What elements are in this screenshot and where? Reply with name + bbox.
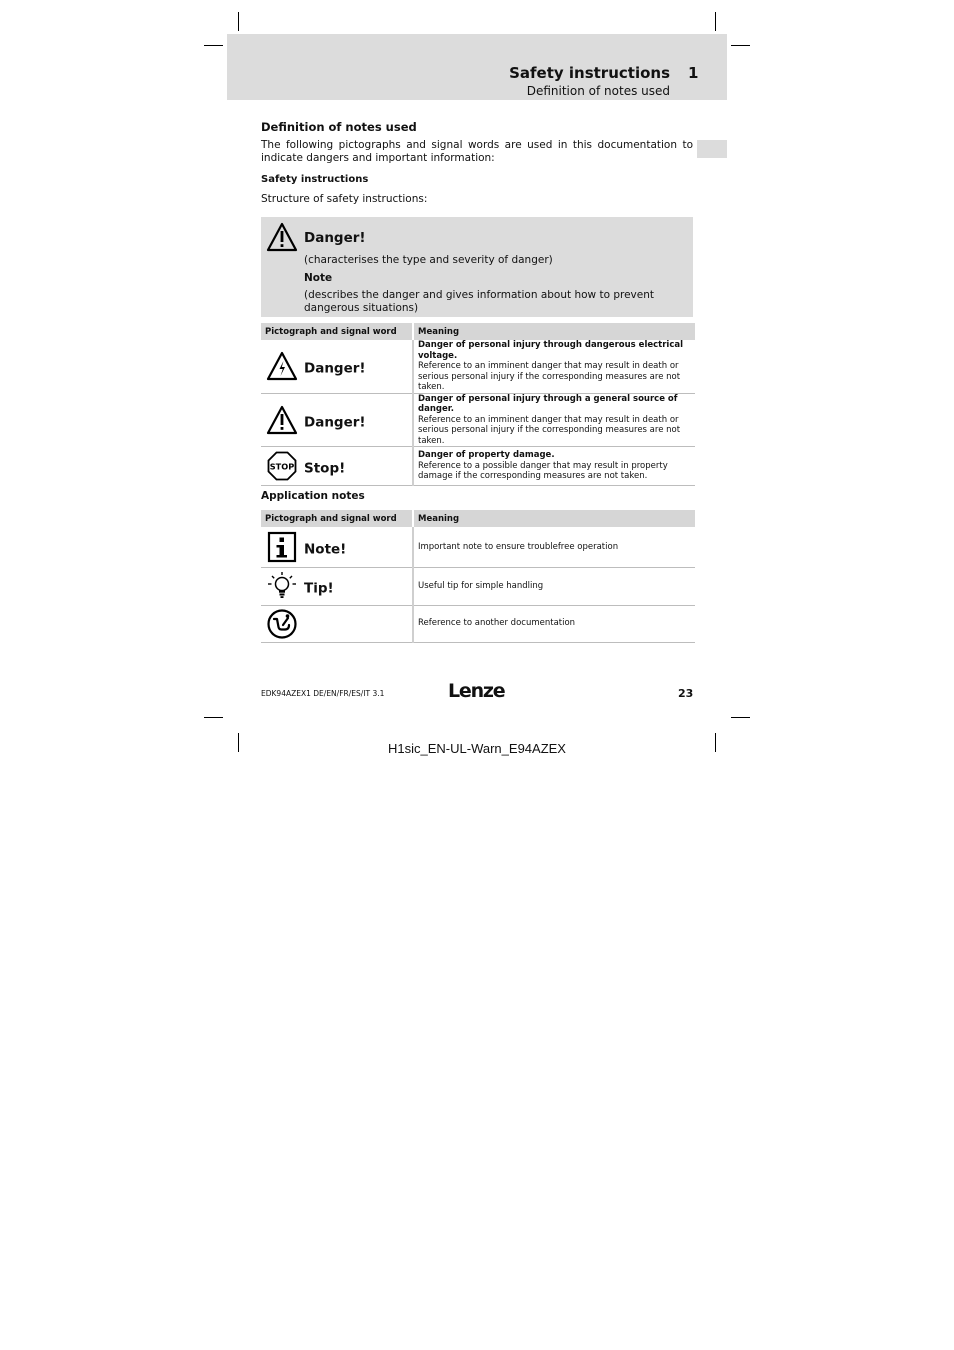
table-row [261, 447, 695, 486]
box-note-text: (describes the danger and gives information about how to prevent dangerous situations) [304, 289, 655, 314]
meaning-title: Danger of personal injury through a general source of danger. [418, 393, 678, 414]
col-header-meaning: Meaning [413, 510, 695, 527]
meaning-cell [413, 340, 695, 393]
safety-notes-table [261, 323, 695, 486]
page-number: 23 [678, 687, 694, 700]
documentation-reference-icon [266, 608, 298, 640]
meaning-text: Reference to an imminent danger that may result in death or serious personal injury if the corresponding measures are not taken. [418, 361, 681, 392]
col-header-pictograph: Pictograph and signal word [261, 510, 413, 527]
crop-mark [715, 12, 716, 31]
chapter-title: Safety instructions [509, 64, 670, 82]
pictograph-cell [261, 340, 413, 393]
structure-text: Structure of safety instructions: [261, 193, 428, 205]
table-row [261, 527, 695, 567]
general-warning-icon [266, 404, 298, 436]
signal-word: Tip! [304, 580, 334, 597]
svg-text:STOP: STOP [269, 461, 295, 472]
meaning-title: Danger of personal injury through dangerous electrical voltage. [418, 340, 684, 361]
signal-word: Stop! [304, 460, 346, 477]
meaning-title: Danger of property damage. [418, 450, 555, 461]
meaning-cell [413, 393, 695, 447]
application-notes-heading: Application notes [261, 490, 365, 502]
meaning-cell [413, 447, 695, 486]
general-warning-icon [266, 222, 298, 252]
pictograph-cell [261, 393, 413, 447]
safety-instructions-heading: Safety instructions [261, 174, 369, 185]
crop-mark [204, 45, 223, 46]
meaning-cell: Useful tip for simple handling [413, 567, 695, 605]
meaning-text: Reference to a possible danger that may result in property damage if the corresponding measures are not taken. [418, 460, 668, 482]
file-label: H1sic_EN-UL-Warn_E94AZEX [388, 741, 566, 756]
side-tab-marker [697, 140, 727, 158]
application-notes-table [261, 510, 695, 643]
safety-structure-box [261, 217, 693, 317]
pictograph-cell [261, 605, 413, 642]
table-row [261, 567, 695, 605]
box-note-label: Note [304, 272, 333, 284]
lightbulb-icon [266, 570, 298, 602]
signal-word: Danger! [304, 360, 366, 377]
pictograph-cell [261, 527, 413, 567]
stop-sign-icon [266, 450, 298, 482]
pictograph-cell [261, 567, 413, 605]
intro-paragraph: The following pictographs and signal words are used in this documentation to indicate dangers and important information: [261, 139, 693, 164]
signal-word: Note! [304, 541, 347, 558]
crop-mark [238, 12, 239, 31]
table-row [261, 605, 695, 642]
document-reference: EDK94AZEX1 DE/EN/FR/ES/IT 3.1 [261, 689, 385, 698]
chapter-subtitle: Definition of notes used [526, 84, 670, 98]
meaning-cell: Important note to ensure troublefree operation [413, 527, 695, 567]
table-row [261, 340, 695, 393]
chapter-number: 1 [688, 64, 699, 82]
col-header-pictograph: Pictograph and signal word [261, 323, 413, 340]
signal-word: Danger! [304, 414, 366, 431]
crop-mark [204, 717, 223, 718]
pictograph-cell [261, 447, 413, 486]
electrical-voltage-warning-icon [266, 350, 298, 382]
crop-mark [731, 45, 750, 46]
table-row [261, 393, 695, 447]
meaning-cell: Reference to another documentation [413, 605, 695, 642]
info-icon [266, 531, 298, 563]
col-header-meaning: Meaning [413, 323, 695, 340]
crop-mark [731, 717, 750, 718]
box-characterises-text: (characterises the type and severity of danger) [304, 254, 553, 266]
meaning-text: Reference to an imminent danger that may result in death or serious personal injury if the corresponding measures are not taken. [418, 414, 681, 446]
section-title: Definition of notes used [261, 120, 417, 134]
lenze-logo: Lenze [448, 680, 505, 702]
box-signal-word: Danger! [304, 230, 366, 246]
